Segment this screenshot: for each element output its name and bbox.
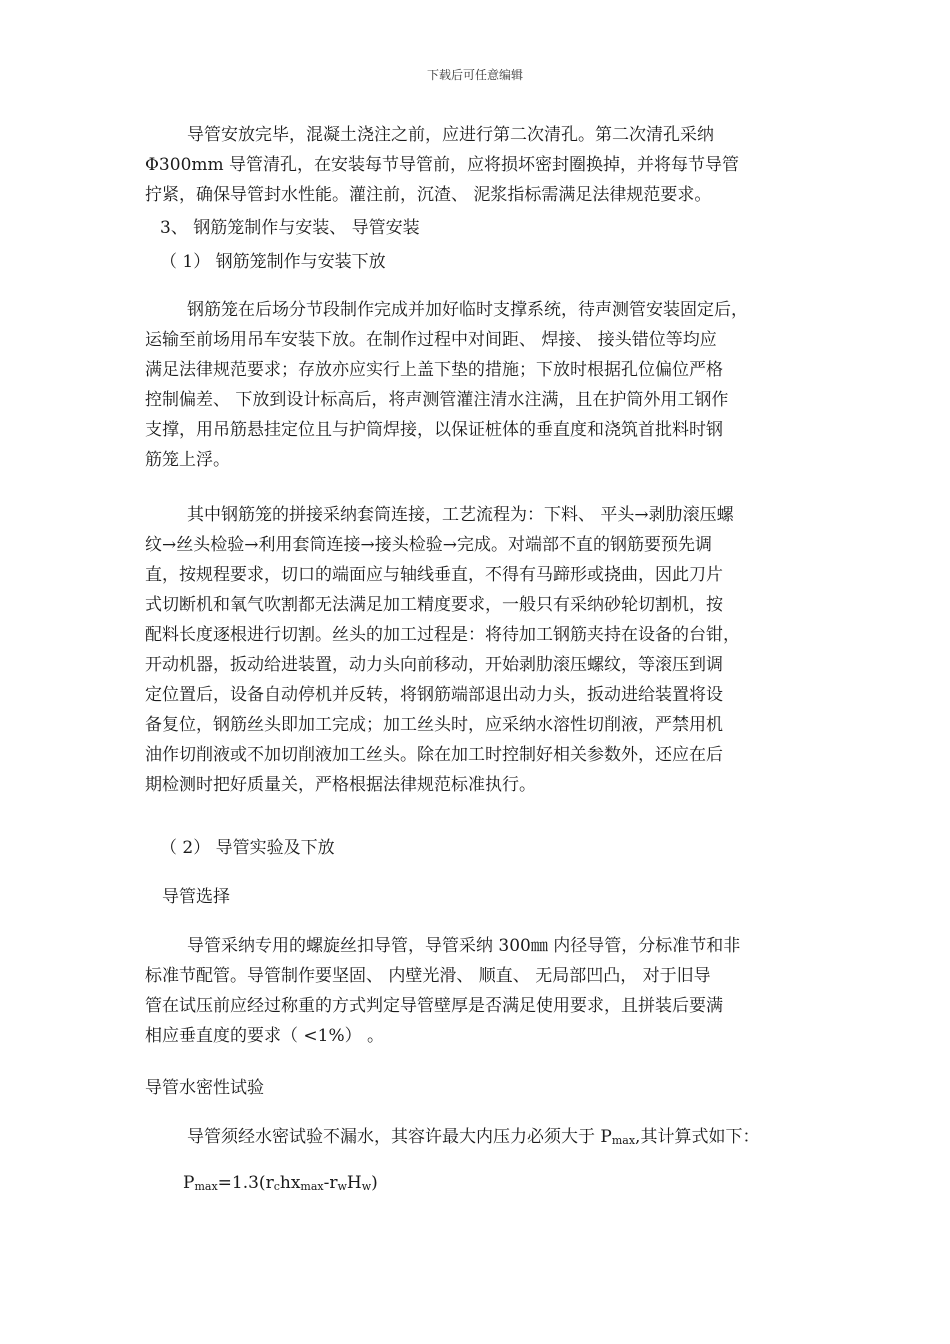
text-run: ,其计算式如下：	[635, 1127, 760, 1147]
subscript: w	[337, 1180, 347, 1193]
text-line: 运输至前场用吊车安装下放。在制作过程中对间距、 焊接、 接头错位等均应	[145, 330, 717, 350]
text-run: 导管须经水密试验不漏水，其容许最大内压力必须大于 P	[187, 1127, 612, 1147]
heading-watertightness-test: 导管水密性试验	[145, 1078, 264, 1098]
text-line: 相应垂直度的要求（ <1%） 。	[145, 1026, 385, 1046]
formula-eq: =1.3(r	[217, 1173, 274, 1193]
section-heading-3: 3、 钢筋笼制作与安装、 导管安装	[160, 218, 420, 238]
pressure-formula	[183, 1168, 838, 1202]
formula-p: P	[183, 1173, 195, 1193]
text-line: 配料长度逐根进行切割。丝头的加工过程是：将待加工钢筋夹持在设备的台钳，	[145, 625, 740, 645]
text-line	[145, 1122, 800, 1156]
paragraph-cleaning	[145, 120, 800, 210]
text-line: 其中钢筋笼的拼接采纳套筒连接，工艺流程为：下料、 平头→剥肋滚压螺	[187, 505, 734, 525]
subscript: max	[611, 1134, 636, 1147]
formula-close: )	[371, 1173, 378, 1193]
paragraph-watertightness	[145, 1122, 800, 1156]
text-line: 标准节配管。导管制作要坚固、 内壁光滑、 顺直、 无局部凹凸， 对于旧导	[145, 966, 711, 986]
paragraph-splicing	[145, 500, 800, 800]
text-line: 筋笼上浮。	[145, 450, 230, 470]
text-line: 式切断机和氧气吹割都无法满足加工精度要求，一般只有采纳砂轮切割机，按	[145, 595, 723, 615]
paragraph-cage-install	[145, 295, 800, 475]
formula-hx: hx	[279, 1173, 301, 1193]
text-line: 拧紧，确保导管封水性能。灌注前，沉渣、 泥浆指标需满足法律规范要求。	[145, 185, 712, 205]
subscript: w	[361, 1180, 372, 1193]
text-line: 期检测时把好质量关，严格根据法律规范标准执行。	[145, 775, 536, 795]
formula-h: H	[346, 1173, 362, 1193]
text-line: 定位置后，设备自动停机并反转，将钢筋端部退出动力头，扳动进给装置将设	[145, 685, 723, 705]
subscript: c	[273, 1180, 280, 1193]
formula-minus-r: -r	[323, 1173, 338, 1193]
text-line: 备复位，钢筋丝头即加工完成；加工丝头时，应采纳水溶性切削液，严禁用机	[145, 715, 723, 735]
subsection-heading-1: （ 1） 钢筋笼制作与安装下放	[160, 252, 386, 272]
text-line: 管在试压前应经过称重的方式判定导管壁厚是否满足使用要求，且拼装后要满	[145, 996, 723, 1016]
page-header: 下载后可任意编辑	[426, 68, 523, 82]
subsection-heading-2: （ 2） 导管实验及下放	[160, 838, 335, 858]
subscript: max	[300, 1180, 324, 1193]
text-line: 满足法律规范要求；存放亦应实行上盖下垫的措施；下放时根据孔位偏位严格	[145, 360, 723, 380]
text-line: 钢筋笼在后场分节段制作完成并加好临时支撑系统，待声测管安装固定后，	[187, 300, 748, 320]
text-line: 控制偏差、 下放到设计标高后，将声测管灌注清水注满，且在护筒外用工钢作	[145, 390, 729, 410]
text-line: 油作切削液或不加切削液加工丝头。除在加工时控制好相关参数外，还应在后	[145, 745, 723, 765]
text-line: 导管安放完毕，混凝土浇注之前，应进行第二次清孔。第二次清孔采纳	[187, 125, 714, 145]
subscript: max	[194, 1180, 218, 1193]
text-line: 纹→丝头检验→利用套筒连接→接头检验→完成。对端部不直的钢筋要预先调	[145, 535, 712, 555]
formula-line	[183, 1168, 838, 1202]
text-line: 导管采纳专用的螺旋丝扣导管，导管采纳 300㎜ 内径导管，分标准节和非	[187, 936, 741, 956]
text-line: 支撑，用吊筋悬挂定位且与护筒焊接，以保证桩体的垂直度和浇筑首批料时钢	[145, 420, 723, 440]
paragraph-pipe-selection	[145, 931, 800, 1051]
heading-pipe-selection: 导管选择	[162, 887, 230, 907]
text-line: 直，按规程要求，切口的端面应与轴线垂直，不得有马蹄形或挠曲，因此刀片	[145, 565, 723, 585]
text-line: 开动机器，扳动给进装置，动力头向前移动，开始剥肋滚压螺纹，等滚压到调	[145, 655, 723, 675]
text-line: Φ300mm 导管清孔，在安装每节导管前，应将损坏密封圈换掉，并将每节导管	[145, 155, 740, 175]
